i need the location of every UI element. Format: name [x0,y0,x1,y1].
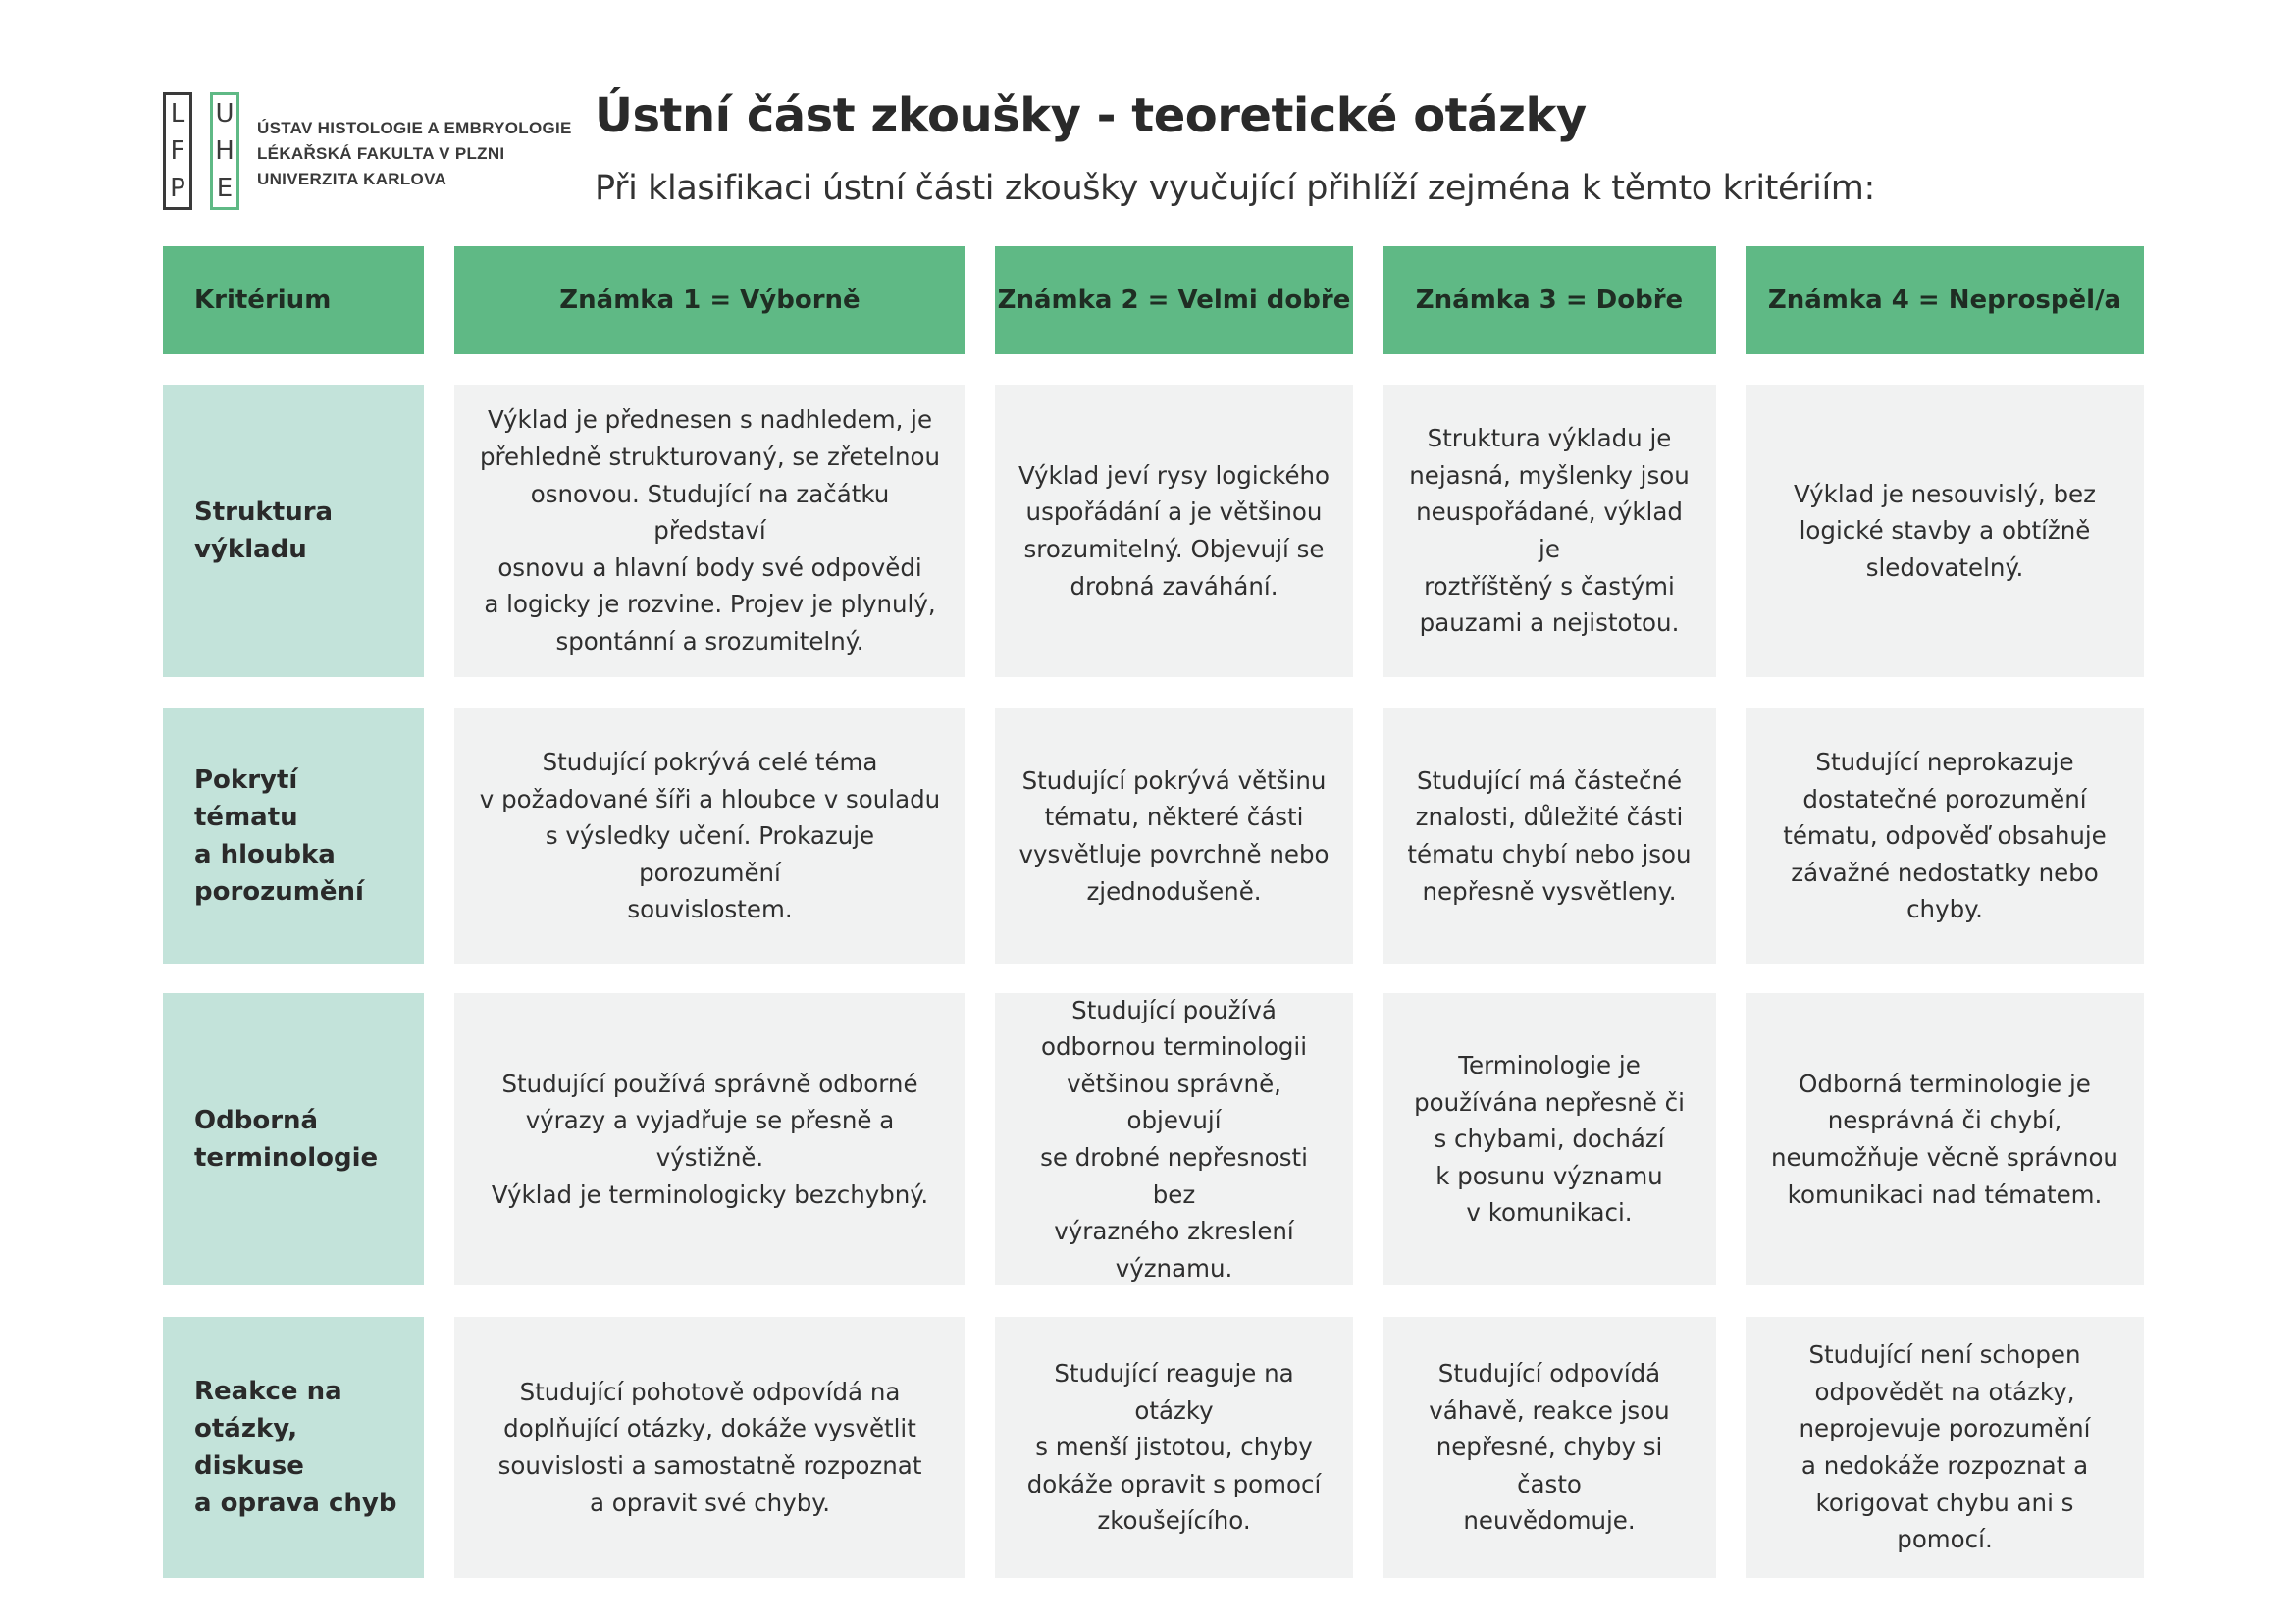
table-cell [454,993,965,1285]
table-cell [1746,1317,2144,1578]
table-cell [995,708,1353,964]
table-cell [995,385,1353,677]
table-cell [454,1317,965,1578]
logo-letter: U [215,99,235,129]
cell-text: Studující není schopen odpovědět na otázky, neprojevuje porozumění a nedokáže rozpoznat a korigovat chybu ani s pomocí. [1799,1340,2091,1554]
table-cell [1383,1317,1716,1578]
institute-logo [163,92,572,220]
university-name-line: UNIVERZITA KARLOVA [257,170,447,188]
header-label: Známka 2 = Velmi dobře [997,286,1351,315]
criterion-label: Struktura výkladu [194,498,334,564]
page-subtitle: Při klasifikaci ústní části zkoušky vyučující přihlíží zejména k těmto kritériím: [595,169,1875,208]
cell-text: Výklad jeví rysy logického uspořádání a je většinou srozumitelný. Objevují se drobná zaváhání. [1018,460,1331,601]
table-cell [454,708,965,964]
table-cell [1746,708,2144,964]
institute-name-line: ÚSTAV HISTOLOGIE A EMBRYOLOGIE [257,119,572,137]
header-grade-4 [1746,246,2144,354]
page-title: Ústní část zkoušky - teoretické otázky [595,88,1587,143]
criterion-structure [163,385,424,677]
table-cell [995,993,1353,1285]
table-cell [1383,385,1716,677]
cell-text: Studující používá odbornou terminologii většinou správně, objevují se drobné nepřesnosti bez výrazného zkreslení významu. [1040,995,1308,1283]
cell-text: Studující pokrývá většinu tématu, některé části vysvětluje povrchně nebo zjednodušeně. [1018,765,1330,906]
table-cell [1746,993,2144,1285]
header-label: Kritérium [194,286,332,315]
uhe-logo-mark [210,92,239,210]
logo-letter: P [170,174,185,203]
table-cell [1746,385,2144,677]
criterion-label: Odborná terminologie [194,1106,379,1173]
cell-text: Struktura výkladu je nejasná, myšlenky jsou neuspořádané, výklad je roztříštěný s častými pauzami a nejistotou. [1409,424,1690,638]
institute-name [257,116,572,192]
table-cell [1383,708,1716,964]
cell-text: Terminologie je používána nepřesně či s chybami, dochází k posunu významu v komunikaci. [1414,1051,1685,1228]
criterion-label: Pokrytí tématu a hloubka porozumění [194,765,364,907]
logo-letter: F [170,136,185,166]
criterion-reaction [163,1317,424,1578]
cell-text: Odborná terminologie je nesprávná či chybí, neumožňuje věcně správnou komunikaci nad tématem. [1771,1069,2118,1209]
cell-text: Studující reaguje na otázky s menší jistotou, chyby dokáže opravit s pomocí zkoušejícího. [1026,1359,1322,1536]
header-label: Známka 1 = Výborně [559,286,861,315]
cell-text: Studující pokrývá celé téma v požadované šíři a hloubce v souladu s výsledky učení. Prokazuje porozumění souvislostem. [479,748,941,924]
cell-text: Studující používá správně odborné výrazy a vyjadřuje se přesně a výstižně. Výklad je terminologicky bezchybný. [491,1069,929,1209]
cell-text: Výklad je přednesen s nadhledem, je přehledně strukturovaný, se zřetelnou osnovou. Studující na začátku představí osnovu a hlavní body své odpovědi a logicky je rozvine. Projev je plynulý, spontánní a srozumitelný. [479,405,941,655]
logo-letter: H [215,136,235,166]
table-cell [1383,993,1716,1285]
table-cell [454,385,965,677]
cell-text: Studující pohotově odpovídá na doplňující otázky, dokáže vysvětlit souvislosti a samostatně rozpoznat a opravit své chyby. [497,1377,922,1517]
header-grade-2 [995,246,1353,354]
cell-text: Studující neprokazuje dostatečné porozumění tématu, odpověď obsahuje závažné nedostatky nebo chyby. [1783,748,2107,924]
lfp-logo-mark [163,92,192,210]
header-criterion [163,246,424,354]
criterion-coverage [163,708,424,964]
faculty-name-line: LÉKAŘSKÁ FAKULTA V PLZNI [257,144,505,163]
criterion-label: Reakce na otázky, diskuse a oprava chyb [194,1377,397,1518]
criterion-terminology [163,993,424,1285]
cell-text: Studující odpovídá váhavě, reakce jsou nepřesné, chyby si často neuvědomuje. [1429,1359,1670,1536]
header-label: Známka 4 = Neprospěl/a [1767,286,2122,315]
logo-letter: E [216,174,234,203]
header-grade-3 [1383,246,1716,354]
cell-text: Studující má částečné znalosti, důležité části tématu chybí nebo jsou nepřesně vysvětleny. [1407,765,1692,906]
header-grade-1 [454,246,965,354]
logo-letter: L [170,99,185,129]
table-cell [995,1317,1353,1578]
header-label: Známka 3 = Dobře [1415,286,1684,315]
cell-text: Výklad je nesouvislý, bez logické stavby a obtížně sledovatelný. [1794,479,2096,582]
